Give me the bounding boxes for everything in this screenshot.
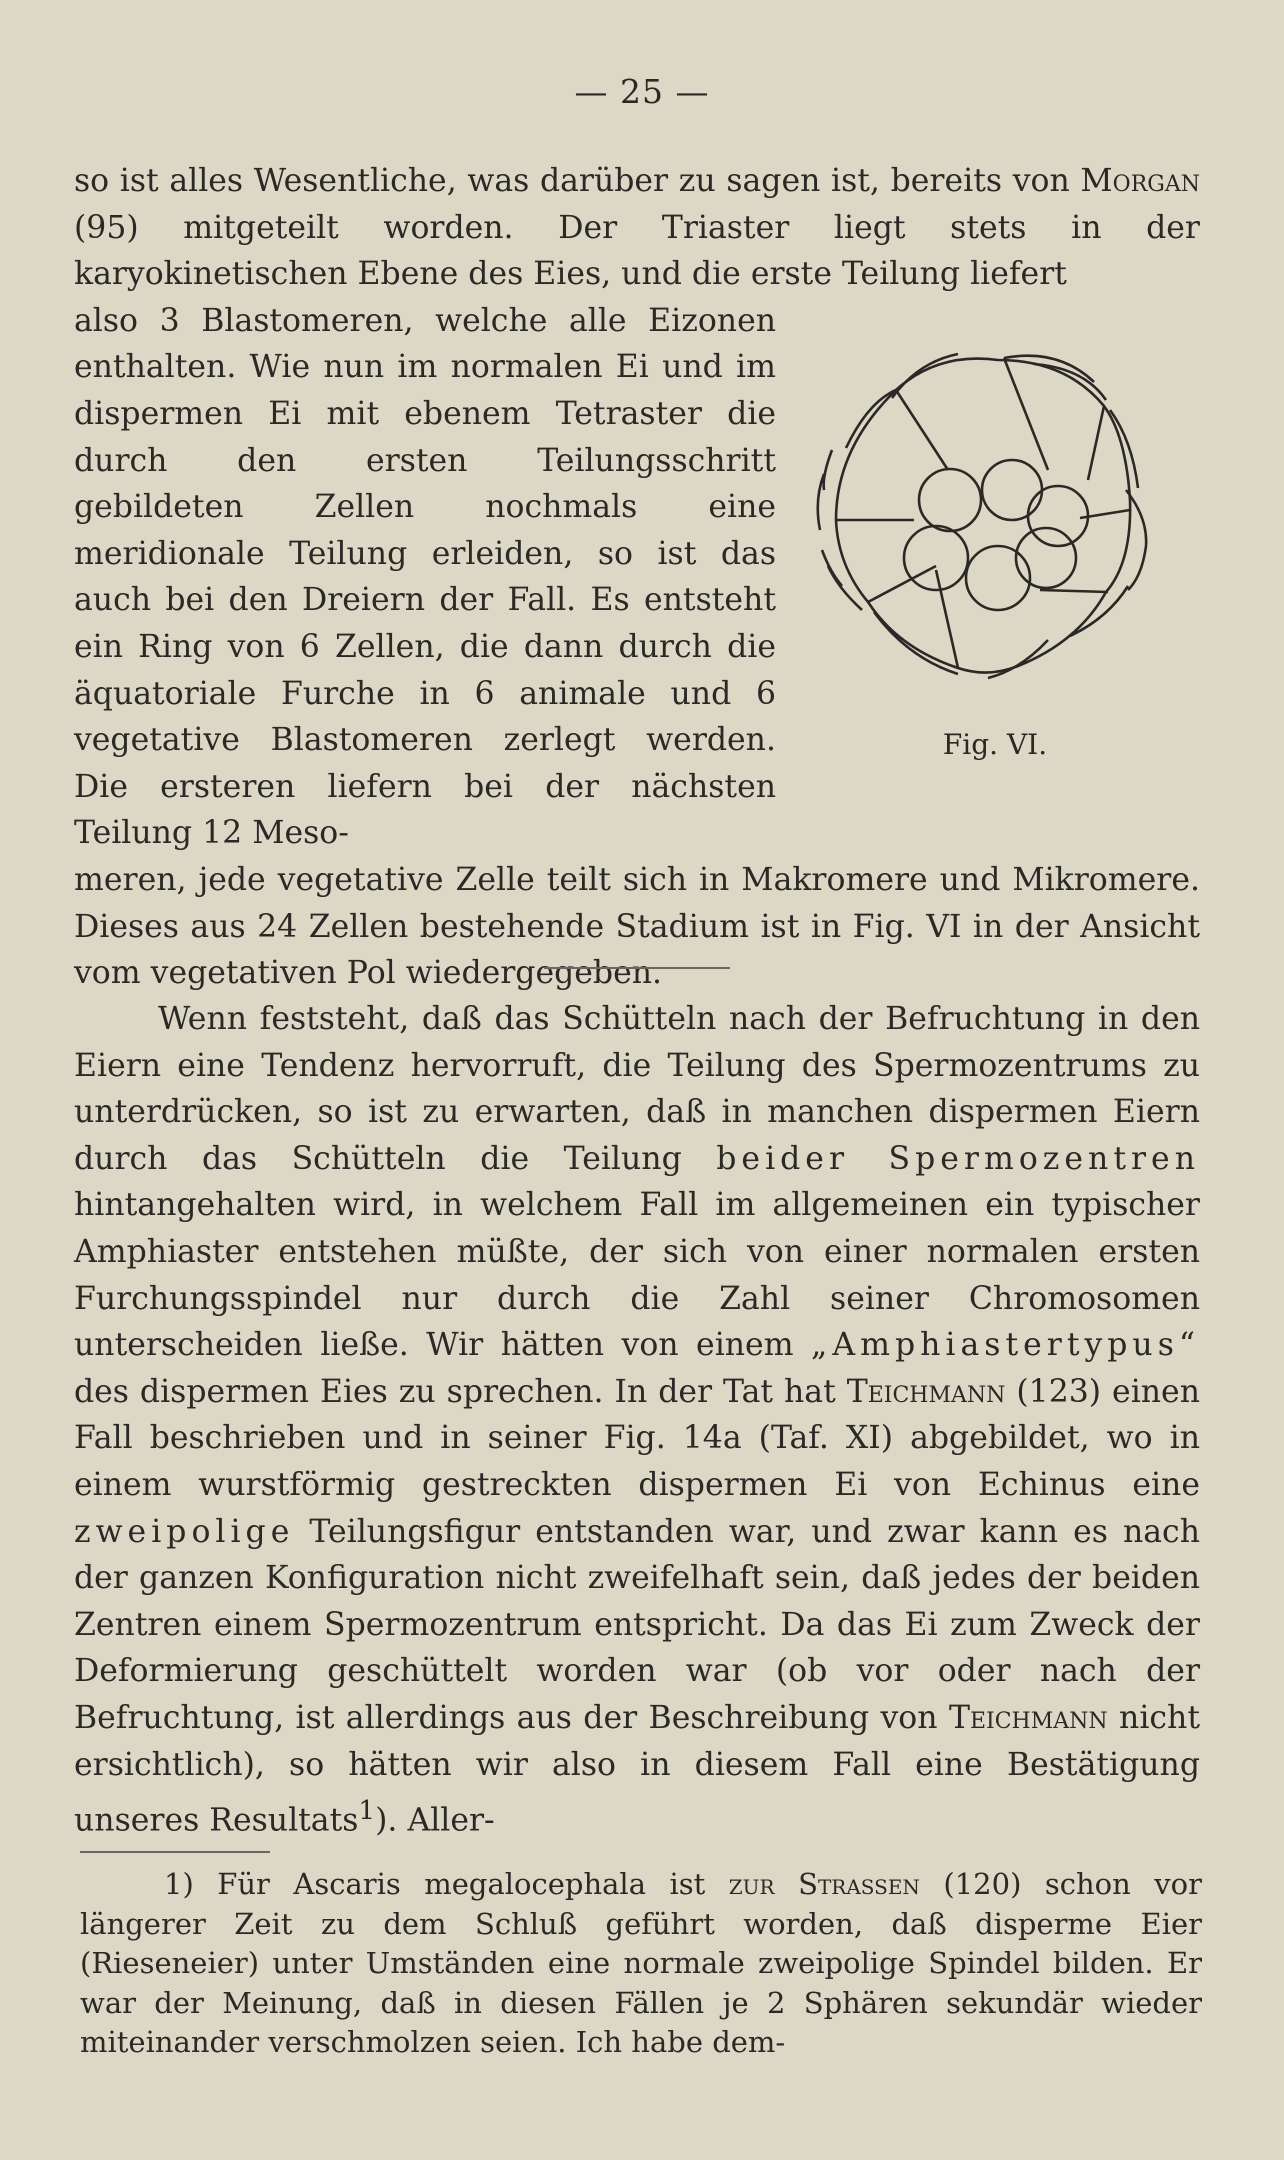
- page-number: — 25 —: [574, 72, 710, 111]
- outer-cell: [824, 450, 832, 490]
- figure-vi: [808, 340, 1188, 760]
- text-beside-figure: also 3 Blastomeren, welche alle Eizonen enthalten. Wie nun im normalen Ei und im dispermen Ei mit ebenem Tetraster die durch den ersten Teilungsschritt gebildeten Zellen nochmals eine meridionale Teilung erleiden, so ist das auch bei den Dreiern der Fall. Es entsteht ein Ring von 6 Zellen, die dann durch die äquatoriale Furche in 6 animale und 6 vegetative Blastomeren zerlegt werden. Die ersteren liefern bei der nächsten Teilung 12 Meso-: [74, 302, 776, 852]
- outer-cell: [822, 550, 842, 586]
- text-run: des dispermen Eies zu sprechen. In der Tat hat: [74, 1373, 847, 1410]
- blastomere-drawing: [808, 340, 1188, 720]
- text-run: ). Aller-: [375, 1802, 495, 1839]
- spaced-emphasis: beider Spermozentren: [716, 1140, 1200, 1177]
- micromere: [1028, 486, 1088, 546]
- text-below-figure: meren, jede vegetative Zelle teilt sich in Makromere und Mikromere. Dieses aus 24 Zellen bestehende Stadium ist in Fig. VI in der Ansicht vom vegetativen Pol wiedergegeben.: [74, 861, 1200, 992]
- outer-cell: [892, 354, 958, 398]
- cell-wall: [1040, 590, 1108, 592]
- footnote-marker: 1: [358, 1796, 376, 1827]
- text-run: Teilungsfigur entstanden war, und zwar kann es nach der ganzen Konfiguration nicht zweifelhaft sein, daß jedes der beiden Zentren einem Spermozentrum entspricht. Da das Ei zum Zweck der Deformierung geschüttelt worden war (ob vor oder nach der Befruchtung, ist allerdings aus der Beschreibung von: [74, 1513, 1200, 1736]
- cell-wall: [1004, 358, 1048, 470]
- text-run: (123) einen Fall beschrieben und in seiner Fig. 14a (Taf. XI) abgebildet, wo in einem wurstförmig gestreckten dispermen Ei von Echinus eine: [74, 1373, 1200, 1503]
- text-run: hintangehalten wird, in welchem Fall im allgemeinen ein typischer Amphiaster entstehen müßte, der sich von einer normalen ersten Furchungsspindel nur durch die Zahl seiner Chromosomen unterscheiden ließe. Wir hätten von einem: [74, 1187, 1200, 1364]
- text-run: 1) Für Ascaris megalocephala ist: [164, 1867, 729, 1901]
- spaced-emphasis: zweipolige: [74, 1513, 295, 1550]
- author-name: Teichmann: [948, 1699, 1108, 1736]
- figure-caption: Fig. VI.: [942, 728, 1048, 761]
- author-name: Morgan: [1080, 163, 1200, 199]
- footnote-separator: [80, 1851, 270, 1853]
- author-name: zur Strassen: [728, 1867, 920, 1901]
- text-run: Wenn feststeht, daß das Schütteln nach der Befruchtung in den Eiern eine Tendenz hervorruft, die Teilung des Spermozentrums zu unterdrücken, so ist zu erwarten, daß in manchen dispermen Eiern durch das Schütteln die Teilung: [74, 1001, 1200, 1177]
- micromere: [982, 460, 1042, 520]
- micromere: [966, 546, 1030, 610]
- text-line: so ist alles Wesentliche, was darüber zu sagen ist, bereits von: [74, 163, 1070, 199]
- text-run: (120) schon vor längerer Zeit zu dem Schluß geführt worden, daß disperme Eier (Rieseneier) unter Umständen eine normale zweipolige Spindel bilden. Er war der Meinung, daß in diesen Fällen je 2 Sphären sekundär wieder miteinander verschmolzen seien. Ich habe dem-: [80, 1867, 1203, 2059]
- spaced-emphasis: „Amphiastertypus“: [811, 1327, 1200, 1364]
- micromere: [1016, 528, 1076, 588]
- cell-wall: [868, 566, 936, 602]
- micromere: [904, 526, 968, 590]
- footnote: [80, 1865, 1202, 2063]
- micromere: [919, 469, 981, 531]
- text-run: nicht ersichtlich), so hätten wir also in diesem Fall eine Bestätigung unseres Resultats: [74, 1699, 1200, 1839]
- paragraph-amphiaster: [74, 996, 1200, 1844]
- section-separator: [544, 967, 730, 969]
- text-line: karyokinetischen Ebene des Eies, und die erste Teilung liefert: [74, 256, 1067, 293]
- author-name: Teichmann: [846, 1373, 1006, 1410]
- cell-wall: [896, 390, 948, 470]
- text-line: (95) mitgeteilt worden. Der Triaster liegt stets in der: [74, 209, 1200, 246]
- embryo-outline: [836, 359, 1130, 673]
- cell-wall: [1088, 406, 1104, 480]
